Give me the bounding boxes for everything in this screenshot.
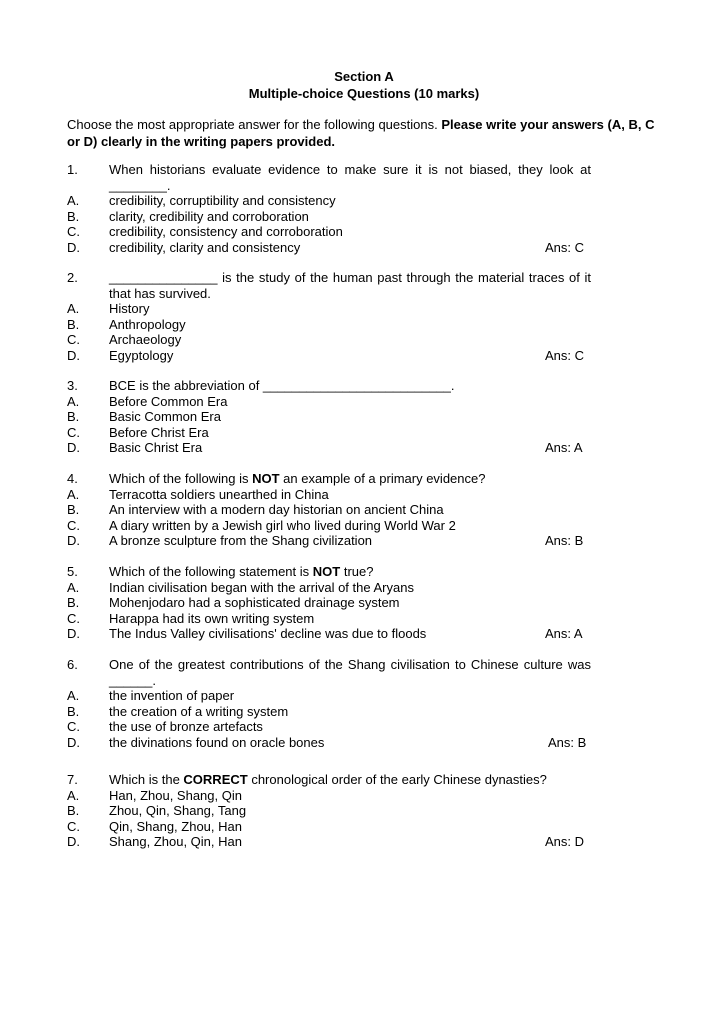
option-a — [67, 580, 667, 596]
option-text: Indian civilisation began with the arrival of the Aryans — [109, 579, 414, 595]
option-text: the use of bronze artefacts — [109, 719, 263, 734]
option-text: Egyptology — [109, 347, 174, 363]
option-a — [67, 487, 667, 503]
option-text: the invention of paper — [109, 688, 235, 703]
option-letter: B. — [67, 803, 80, 818]
option-text: Han, Zhou, Shang, Qin — [109, 787, 242, 803]
option-letter: A. — [67, 579, 80, 595]
option-text: Harappa had its own writing system — [109, 610, 315, 626]
question-stem — [67, 378, 667, 394]
option-c — [67, 224, 667, 240]
option-letter: B. — [67, 502, 80, 517]
answer-label: Ans: B — [548, 734, 587, 750]
question-text: When historians evaluate evidence to make sure it is not biased, they look at ________. — [109, 162, 591, 193]
answer-label: Ans: A — [545, 626, 583, 641]
option-a — [67, 193, 667, 209]
question-stem — [67, 270, 667, 301]
question-stem — [67, 657, 667, 688]
option-text: A bronze sculpture from the Shang civilization — [109, 533, 373, 548]
option-letter: C. — [67, 517, 80, 533]
option-b — [67, 595, 667, 611]
option-b — [67, 317, 667, 333]
question-text-part: an example of a primary evidence? — [279, 471, 486, 486]
option-text: Zhou, Qin, Shang, Tang — [109, 803, 247, 818]
option-d — [67, 626, 667, 642]
option-text: Qin, Shang, Zhou, Han — [109, 818, 242, 834]
answer-label: Ans: C — [545, 239, 585, 255]
answer-label: Ans: B — [545, 533, 584, 548]
option-text: An interview with a modern day historian on ancient China — [109, 502, 444, 517]
question-text: One of the greatest contributions of the Shang civilisation to Chinese culture was ______. — [109, 657, 591, 688]
option-letter: A. — [67, 787, 80, 803]
question-2 — [67, 270, 667, 363]
option-a — [67, 788, 667, 804]
option-letter: D. — [67, 440, 80, 455]
option-text: the divinations found on oracle bones — [109, 734, 325, 750]
option-text: Basic Common Era — [109, 409, 221, 424]
option-text: Anthropology — [109, 316, 186, 332]
question-7 — [67, 772, 667, 850]
option-letter: C. — [67, 424, 80, 440]
question-5 — [67, 564, 667, 642]
option-text: the creation of a writing system — [109, 703, 289, 719]
option-a — [67, 301, 667, 317]
question-stem — [67, 162, 667, 193]
question-text — [109, 772, 629, 788]
question-number: 7. — [67, 772, 78, 787]
question-text — [109, 471, 591, 487]
option-letter: C. — [67, 610, 80, 626]
option-text: clarity, credibility and corroboration — [109, 208, 309, 224]
option-a — [67, 394, 667, 410]
option-letter: D. — [67, 239, 80, 255]
option-letter: C. — [67, 332, 80, 347]
option-d — [67, 440, 667, 456]
question-text-emphasis: NOT — [252, 471, 280, 486]
option-text: credibility, clarity and consistency — [109, 239, 301, 255]
option-text: Terracotta soldiers unearthed in China — [109, 486, 329, 502]
question-text-emphasis: NOT — [312, 564, 341, 579]
question-3 — [67, 378, 667, 456]
question-number: 5. — [67, 564, 78, 579]
option-letter: A. — [67, 486, 80, 502]
option-letter: D. — [67, 626, 80, 641]
option-c — [67, 518, 667, 534]
option-text: The Indus Valley civilisations' decline was due to floods — [109, 626, 427, 641]
option-letter: B. — [67, 316, 80, 332]
option-letter: C. — [67, 818, 80, 834]
option-c — [67, 425, 667, 441]
question-text-part: Which of the following statement is — [109, 564, 313, 579]
question-number: 1. — [67, 162, 78, 177]
question-text-part: chronological order of the early Chinese dynasties? — [247, 772, 547, 787]
question-4 — [67, 471, 667, 549]
question-number: 3. — [67, 378, 78, 393]
option-text: credibility, corruptibility and consistency — [109, 193, 336, 208]
option-text: Before Christ Era — [109, 424, 209, 440]
option-letter: B. — [67, 409, 80, 424]
option-letter: B. — [67, 703, 80, 719]
option-text: Archaeology — [109, 332, 182, 347]
section-title: Section A — [334, 69, 394, 84]
option-letter: D. — [67, 834, 80, 849]
option-text: Shang, Zhou, Qin, Han — [109, 834, 242, 849]
option-letter: B. — [67, 208, 80, 224]
answer-label: Ans: D — [545, 834, 585, 849]
option-letter: D. — [67, 347, 80, 363]
option-d — [67, 735, 667, 751]
question-stem — [67, 564, 667, 580]
option-b — [67, 803, 667, 819]
option-text: Mohenjodaro had a sophisticated drainage system — [109, 595, 400, 610]
option-text: credibility, consistency and corroboration — [109, 224, 343, 239]
option-d — [67, 834, 667, 850]
option-a — [67, 688, 667, 704]
option-letter: A. — [67, 301, 80, 316]
option-c — [67, 819, 667, 835]
option-letter: C. — [67, 719, 80, 734]
option-text: Before Common Era — [109, 393, 228, 409]
option-letter: A. — [67, 688, 80, 703]
question-number: 6. — [67, 657, 78, 672]
question-6 — [67, 657, 667, 750]
question-number: 4. — [67, 471, 78, 486]
option-letter: D. — [67, 734, 80, 750]
option-letter: A. — [67, 193, 80, 208]
instructions-text: Choose the most appropriate answer for the following questions. — [67, 117, 442, 132]
option-letter: B. — [67, 595, 80, 610]
option-d — [67, 348, 667, 364]
question-text-part: true? — [340, 564, 374, 579]
instructions-bold-text: Please write your answers (A, B, C or D) clearly in the writing papers provided. — [67, 117, 655, 149]
question-stem — [67, 772, 667, 788]
option-d — [67, 533, 667, 549]
option-text: A diary written by a Jewish girl who lived during World War 2 — [109, 517, 456, 533]
option-b — [67, 409, 667, 425]
question-text-part: Which is the — [109, 772, 184, 787]
answer-label: Ans: A — [545, 440, 583, 455]
question-text-emphasis: CORRECT — [183, 772, 248, 787]
option-letter: A. — [67, 393, 80, 409]
question-stem — [67, 471, 667, 487]
question-text — [109, 564, 591, 580]
option-c — [67, 719, 667, 735]
option-c — [67, 332, 667, 348]
question-text-part: Which of the following is — [109, 471, 253, 486]
question-1 — [67, 162, 667, 255]
option-letter: C. — [67, 224, 80, 239]
option-b — [67, 209, 667, 225]
question-text: BCE is the abbreviation of __________________________. — [109, 378, 455, 393]
option-d — [67, 240, 667, 256]
option-b — [67, 704, 667, 720]
instructions — [67, 116, 657, 150]
answer-label: Ans: C — [545, 347, 585, 363]
option-text: History — [109, 301, 150, 316]
section-subtitle: Multiple-choice Questions (10 marks) — [248, 86, 480, 101]
option-text: Basic Christ Era — [109, 440, 203, 455]
option-b — [67, 502, 667, 518]
option-letter: D. — [67, 533, 80, 548]
option-c — [67, 611, 667, 627]
question-text: _______________ is the study of the human past through the material traces of it that has survived. — [109, 270, 591, 301]
question-number: 2. — [67, 270, 78, 285]
